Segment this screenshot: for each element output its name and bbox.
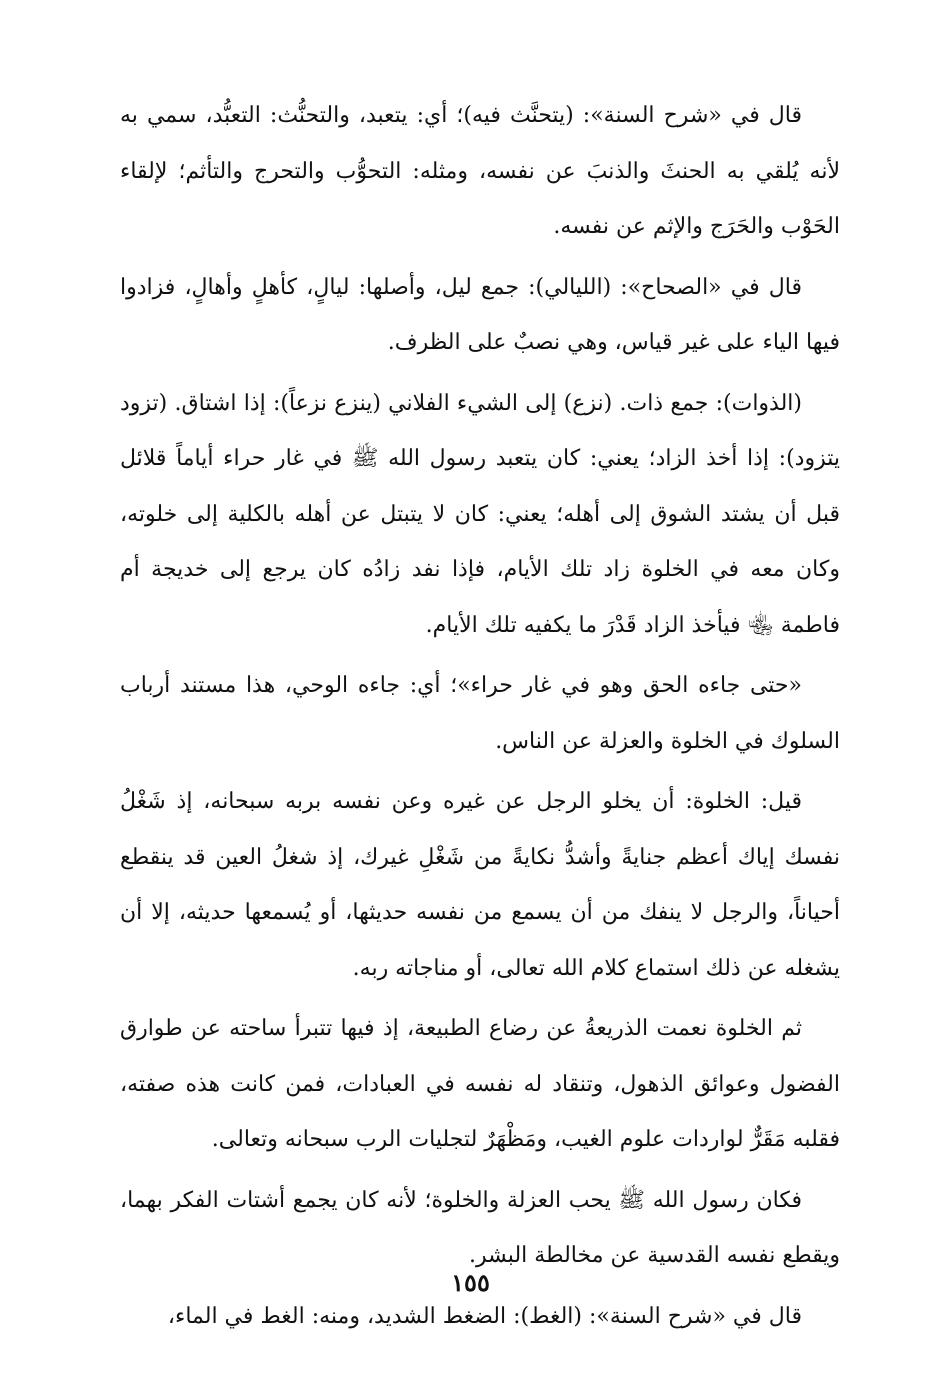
paragraph-2: قال في «الصحاح»: (الليالي): جمع ليل، وأصلها: ليالٍ، كأهلٍ وأهالٍ، فزادوا فيها الياء على غير قياس، وهي نصبٌ على الظرف. [120, 274, 840, 355]
paragraph-8: قال في «شرح السنة»: (الغط): الضغط الشديد، ومنه: الغط في الماء، [167, 1303, 802, 1329]
paragraph-4: «حتى جاءه الحق وهو في غار حراء»؛ أي: جاءه الوحي، هذا مستند أرباب السلوك في الخلوة والعزلة عن الناس. [120, 673, 840, 754]
page-number: ١٥٥ [451, 1268, 490, 1297]
paragraph-5: قيل: الخلوة: أن يخلو الرجل عن غيره وعن نفسه بربه سبحانه، إذ شَغْلُ نفسك إياك أعظم جنايةً وأشدُّ نكايةً من شَغْلِ غيرك، إذ شغلُ العين قد ينقطع أحياناً، والرجل لا ينفك من أن يسمع من نفسه حديثها، أو يُسمعها حديثه، إلا أن يشغله عن ذلك استماع كلام الله تعالى، أو مناجاته ربه. [120, 789, 840, 981]
page-body [120, 88, 840, 1349]
paragraph-1: قال في «شرح السنة»: (يتحنَّث فيه)؛ أي: يتعبد، والتحنُّث: التعبُّد، سمي به لأنه يُلقي به الحنثَ والذنبَ عن نفسه، ومثله: التحوُّب والتحرج والتأثم؛ لإلقاء الحَوْب والحَرَج والإثم عن نفسه. [120, 103, 840, 239]
paragraph-7: فكان رسول الله ﷺ يحب العزلة والخلوة؛ لأنه كان يجمع أشتات الفكر بهما، ويقطع نفسه القدسية عن مخالطة البشر. [120, 1187, 840, 1268]
paragraph-3: (الذوات): جمع ذات. (نزع) إلى الشيء الفلاني (ينزع نزعاً): إذا اشتاق. (تزود يتزود): إذا أخذ الزاد؛ يعني: كان يتعبد رسول الله ﷺ في غار حراء أياماً قلائل قبل أن يشتد الشوق إلى أهله؛ يعني: كان لا يتبتل عن أهله بالكلية إلى خلوته، وكان معه في الخلوة زاد تلك الأيام، فإذا نفد زادُه كان يرجع إلى خديجة أم فاطمة ﵄ فيأخذ الزاد قَدْرَ ما يكفيه تلك الأيام. [120, 390, 840, 638]
paragraph-6: ثم الخلوة نعمت الذريعةُ عن رضاع الطبيعة، إذ فيها تتبرأ ساحته عن طوارق الفضول وعوائق الذهول، وتنقاد له نفسه في العبادات، فمن كانت هذه صفته، فقلبه مَقَرٌّ لواردات علوم الغيب، ومَظْهَرٌ لتجليات الرب سبحانه وتعالى. [120, 1016, 840, 1152]
